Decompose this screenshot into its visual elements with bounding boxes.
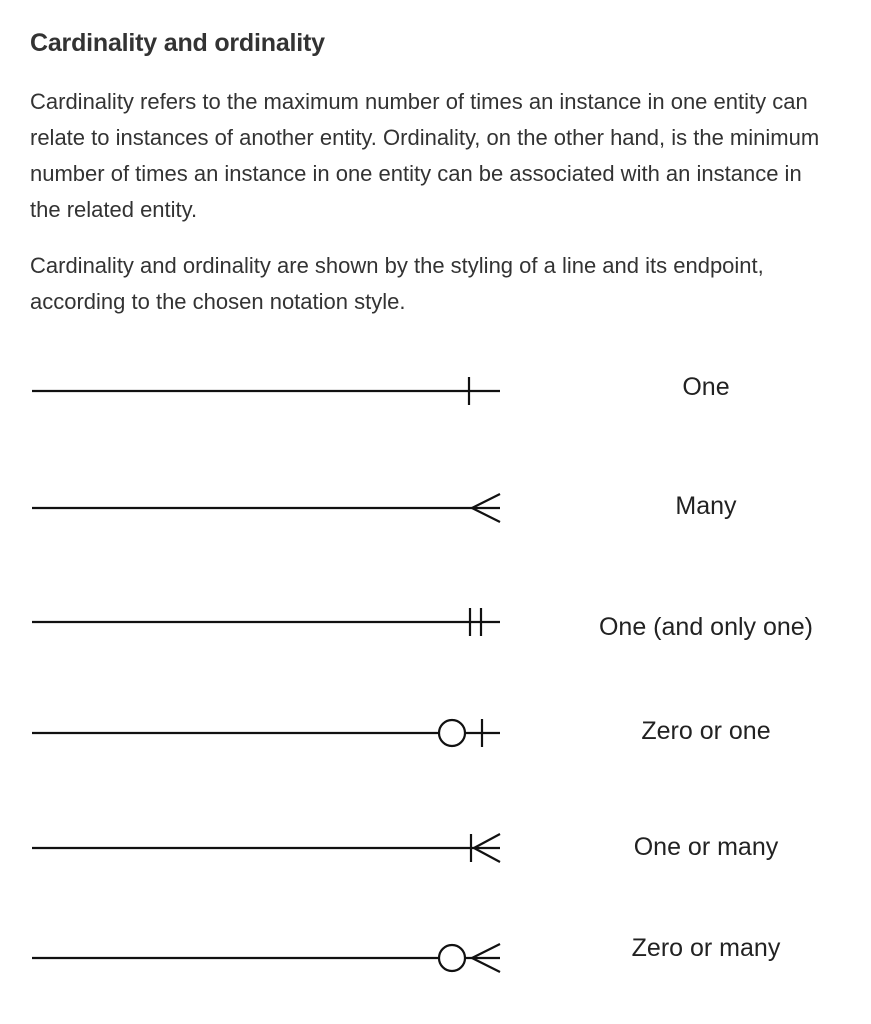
notation-label-one: One (682, 373, 730, 401)
one-and-only-one-icon (32, 608, 500, 636)
zero-or-one-icon (32, 719, 500, 747)
many-icon (32, 494, 500, 522)
notation-label-many: Many (675, 492, 737, 520)
notation-label-one-or-many: One or many (633, 833, 779, 861)
one-icon (32, 377, 500, 405)
zero-or-many-icon (32, 944, 500, 972)
notation-label-one-and-only-one: One (and only one) (598, 613, 814, 641)
paragraph-notation: Cardinality and ordinality are shown by the styling of a line and its endpoint, according to the chosen notation style. (30, 253, 764, 314)
one-or-many-icon (32, 834, 500, 862)
notation-label-zero-or-many: Zero or many (631, 934, 781, 962)
paragraph-definition: Cardinality refers to the maximum number of times an instance in one entity can relate to instances of another entity. Ordinality, on the other hand, is the minimum number of times an instance in one entity can be associated with an instance in the related entity. (30, 89, 820, 222)
notation-label-zero-or-one: Zero or one (641, 717, 771, 745)
section-title: Cardinality and ordinality (30, 29, 325, 57)
